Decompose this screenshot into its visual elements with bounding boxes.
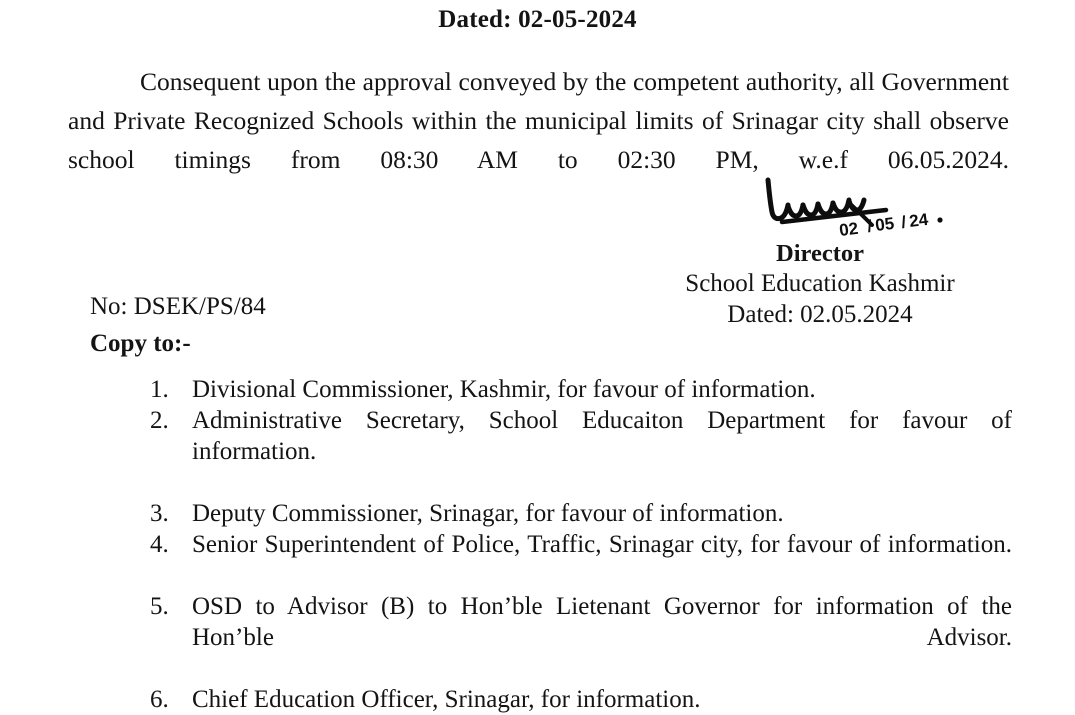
list-item <box>148 374 1012 405</box>
list-item-text: Deputy Commissioner, Srinagar, for favour of information. <box>192 500 784 527</box>
svg-text:05: 05 <box>874 213 896 235</box>
list-item-number: 2. <box>150 407 169 434</box>
header-date: Dated: 02-05-2024 <box>438 6 637 33</box>
signature-icon <box>760 176 980 242</box>
signatory-title: Director <box>776 240 864 267</box>
list-item-text: Divisional Commissioner, Kashmir, for favour of information. <box>192 376 816 403</box>
copy-to-list <box>148 374 1012 715</box>
copy-to-label: Copy to:- <box>90 330 191 357</box>
list-item <box>148 405 1012 498</box>
list-item <box>148 529 1012 591</box>
list-item <box>148 684 1012 715</box>
list-item-text: OSD to Advisor (B) to Hon’ble Lietenant Governor for information of the Hon’ble Advisor. <box>192 593 1012 651</box>
list-item <box>148 591 1012 684</box>
list-item-number: 4. <box>150 531 169 558</box>
handwritten-signature <box>620 176 1020 242</box>
svg-text:24: 24 <box>908 209 930 231</box>
list-item-text: Chief Education Officer, Srinagar, for information. <box>192 686 701 713</box>
list-item-number: 1. <box>150 376 169 403</box>
signature-block <box>620 176 1020 330</box>
list-item-text: Senior Superintendent of Police, Traffic, Srinagar city, for favour of information. <box>192 531 1012 558</box>
list-item-number: 5. <box>150 593 169 620</box>
signatory-office: School Education Kashmir <box>685 270 955 297</box>
list-item-number: 3. <box>150 500 169 527</box>
list-item-text: Administrative Secretary, School Educaiton Department for favour of information. <box>192 407 1012 465</box>
body-paragraph: Consequent upon the approval conveyed by the competent authority, all Government and Private Recognized Schools within the municipal limits of Srinagar city shall observe school timings from 08:30 AM to 02:30 PM, w.e.f 06.05.2024. <box>68 67 1009 174</box>
signatory-date: Dated: 02.05.2024 <box>727 301 913 328</box>
svg-text:02: 02 <box>838 218 860 240</box>
svg-text:/: / <box>866 216 874 236</box>
svg-text:/: / <box>900 212 908 232</box>
list-item <box>148 498 1012 529</box>
list-item-number: 6. <box>150 686 169 713</box>
reference-number: No: DSEK/PS/84 <box>90 293 266 320</box>
